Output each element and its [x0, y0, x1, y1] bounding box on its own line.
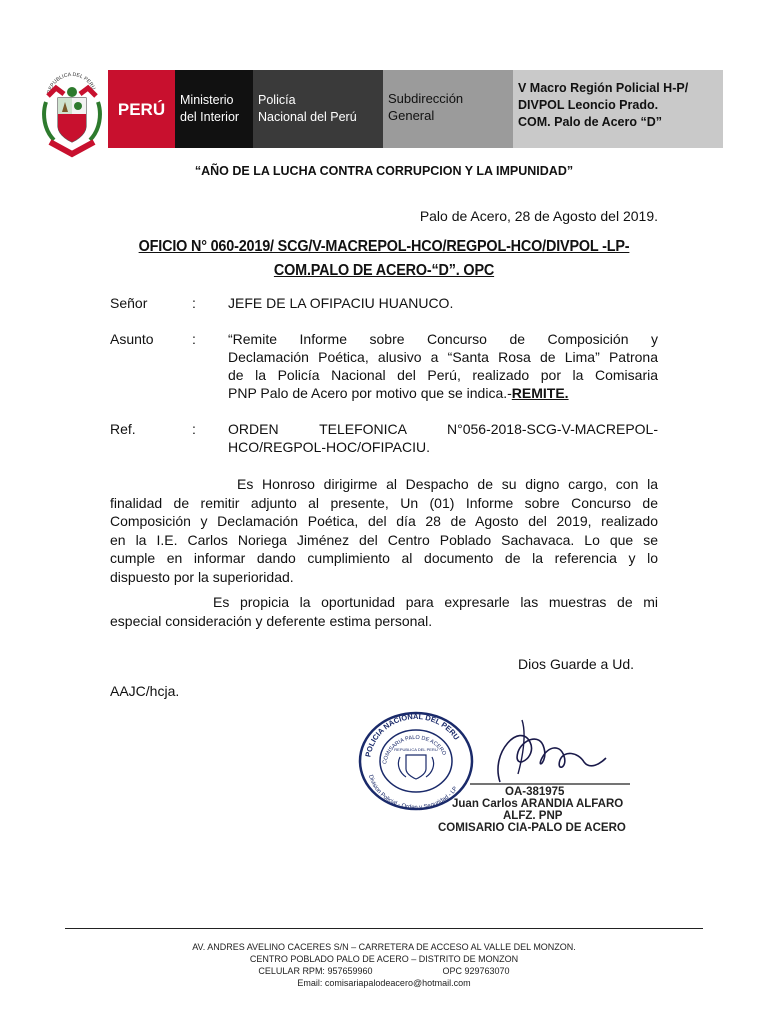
para2-line-1: Es propicia la oportunidad para expresarle las muestras de mi: [213, 594, 658, 610]
peru-label: PERÚ: [108, 70, 175, 148]
asunto-line-2: Declamación Poética, alusivo a “Santa Rosa de Lima” Patrona: [228, 349, 658, 365]
ministerio-line-2: del Interior: [180, 110, 240, 124]
footer-opc: OPC 929763070: [442, 966, 510, 976]
para1-line-1: Es Honroso dirigirme al Despacho de su digno cargo, con la: [237, 476, 658, 492]
footer-email: Email: comisariapalodeacero@hotmail.com: [297, 978, 471, 988]
ref-line-1: ORDEN TELEFONICA N°056-2018-SCG-V-MACREPOL-: [228, 421, 658, 437]
coat-text: REPUBLICA DEL PERU: [46, 71, 97, 95]
ref-colon: :: [192, 421, 196, 437]
para1-line-3: Composición y Declamación Poética, del día 28 de Agosto del 2019, realizado: [110, 513, 658, 529]
police-stamp-icon: [356, 707, 476, 811]
footer-address: AV. ANDRES AVELINO CACERES S/N – CARRETERA DE ACCESO AL VALLE DEL MONZON.: [192, 942, 576, 952]
senor-label: Señor: [110, 295, 148, 311]
initials: AAJC/hcja.: [110, 683, 180, 699]
body-paragraph-2: [110, 593, 658, 630]
footer-divider: [65, 928, 703, 929]
asunto-last-line: PNP Palo de Acero por motivo que se indica.-: [228, 385, 512, 401]
coat-of-arms-icon: [40, 68, 104, 160]
stamp-bottom-text: Division Policial - Orden y Seguridad - LP: [366, 774, 460, 811]
asunto-line-1: “Remite Informe sobre Concurso de Composición y: [228, 331, 658, 347]
signature-rank: ALFZ. PNP: [503, 810, 563, 822]
handwritten-signature-icon: [460, 712, 630, 792]
asunto-line-3: de la Policía Nacional del Perú, realizado por la Comisaria: [228, 367, 658, 383]
region-line-1: V Macro Región Policial H-P/: [518, 81, 689, 95]
oficio-line-1: OFICIO N° 060-2019/ SCG/V-MACREPOL-HCO/REGPOL-HCO/DIVPOL -LP-: [138, 238, 630, 255]
footer-location: CENTRO POBLADO PALO DE ACERO – DISTRITO DE MONZON: [249, 954, 519, 964]
senor-value: JEFE DE LA OFIPACIU HUANUCO.: [228, 295, 454, 311]
footer-phones: [0, 965, 768, 977]
closing-line: Dios Guarde a Ud.: [518, 656, 634, 672]
subdireccion-label: [383, 70, 513, 148]
policia-line-1: Policía: [258, 93, 296, 107]
region-line-3: COM. Palo de Acero “D”: [518, 115, 663, 129]
oficio-title: [120, 235, 648, 283]
date-line: Palo de Acero, 28 de Agosto del 2019.: [419, 208, 658, 224]
asunto-line-4: [228, 384, 658, 403]
stamp-outer-text: POLICIA NACIONAL DEL PERU: [363, 712, 462, 758]
remite-label: REMITE.: [511, 385, 569, 401]
policia-line-2: Nacional del Perú: [258, 110, 357, 124]
footer-celular: CELULAR RPM: 957659960: [258, 966, 373, 976]
stamp-center-text: REPUBLICA DEL PERU: [394, 747, 438, 752]
para1-line-5: cumple en informar dando cumplimiento al documento de la referencia y lo: [110, 550, 658, 566]
ministerio-line-1: Ministerio: [180, 93, 234, 107]
signature-cip: OA-381975: [505, 786, 565, 798]
para2-line-2: especial consideración y deferente estima personal.: [110, 612, 433, 629]
asunto-colon: :: [192, 331, 196, 347]
subdireccion-line-1: Subdirección: [388, 91, 464, 106]
ministerio-label: [175, 70, 253, 148]
oficio-line-2: COM.PALO DE ACERO-“D”. OPC: [273, 262, 495, 279]
ref-label: Ref.: [110, 421, 136, 437]
region-label: [513, 70, 723, 148]
para1-line-6: dispuesto por la superioridad.: [110, 568, 294, 585]
subdireccion-line-2: General: [388, 108, 435, 123]
ref-line-2: HCO/REGPOL-HOC/OFIPACIU.: [228, 439, 430, 455]
region-line-2: DIVPOL Leoncio Prado.: [518, 98, 659, 112]
para1-line-4: en la I.E. Carlos Noriega Jiménez del Centro Poblado Sachavaca. Lo que se: [110, 531, 658, 548]
stamp-inner-text: COMISARIA PALO DE ACERO: [382, 734, 447, 765]
policia-label: [253, 70, 383, 148]
senor-colon: :: [192, 295, 196, 311]
body-paragraph-1: [110, 475, 658, 586]
asunto-label: Asunto: [110, 331, 154, 347]
para1-line-2: finalidad de remitir adjunto al presente, Un (01) Informe sobre Concurso de: [110, 494, 658, 511]
year-motto: “AÑO DE LA LUCHA CONTRA CORRUPCION Y LA IMPUNIDAD”: [194, 164, 574, 178]
signature-name: Juan Carlos ARANDIA ALFARO: [452, 798, 624, 810]
signature-role: COMISARIO CIA-PALO DE ACERO: [438, 822, 626, 834]
